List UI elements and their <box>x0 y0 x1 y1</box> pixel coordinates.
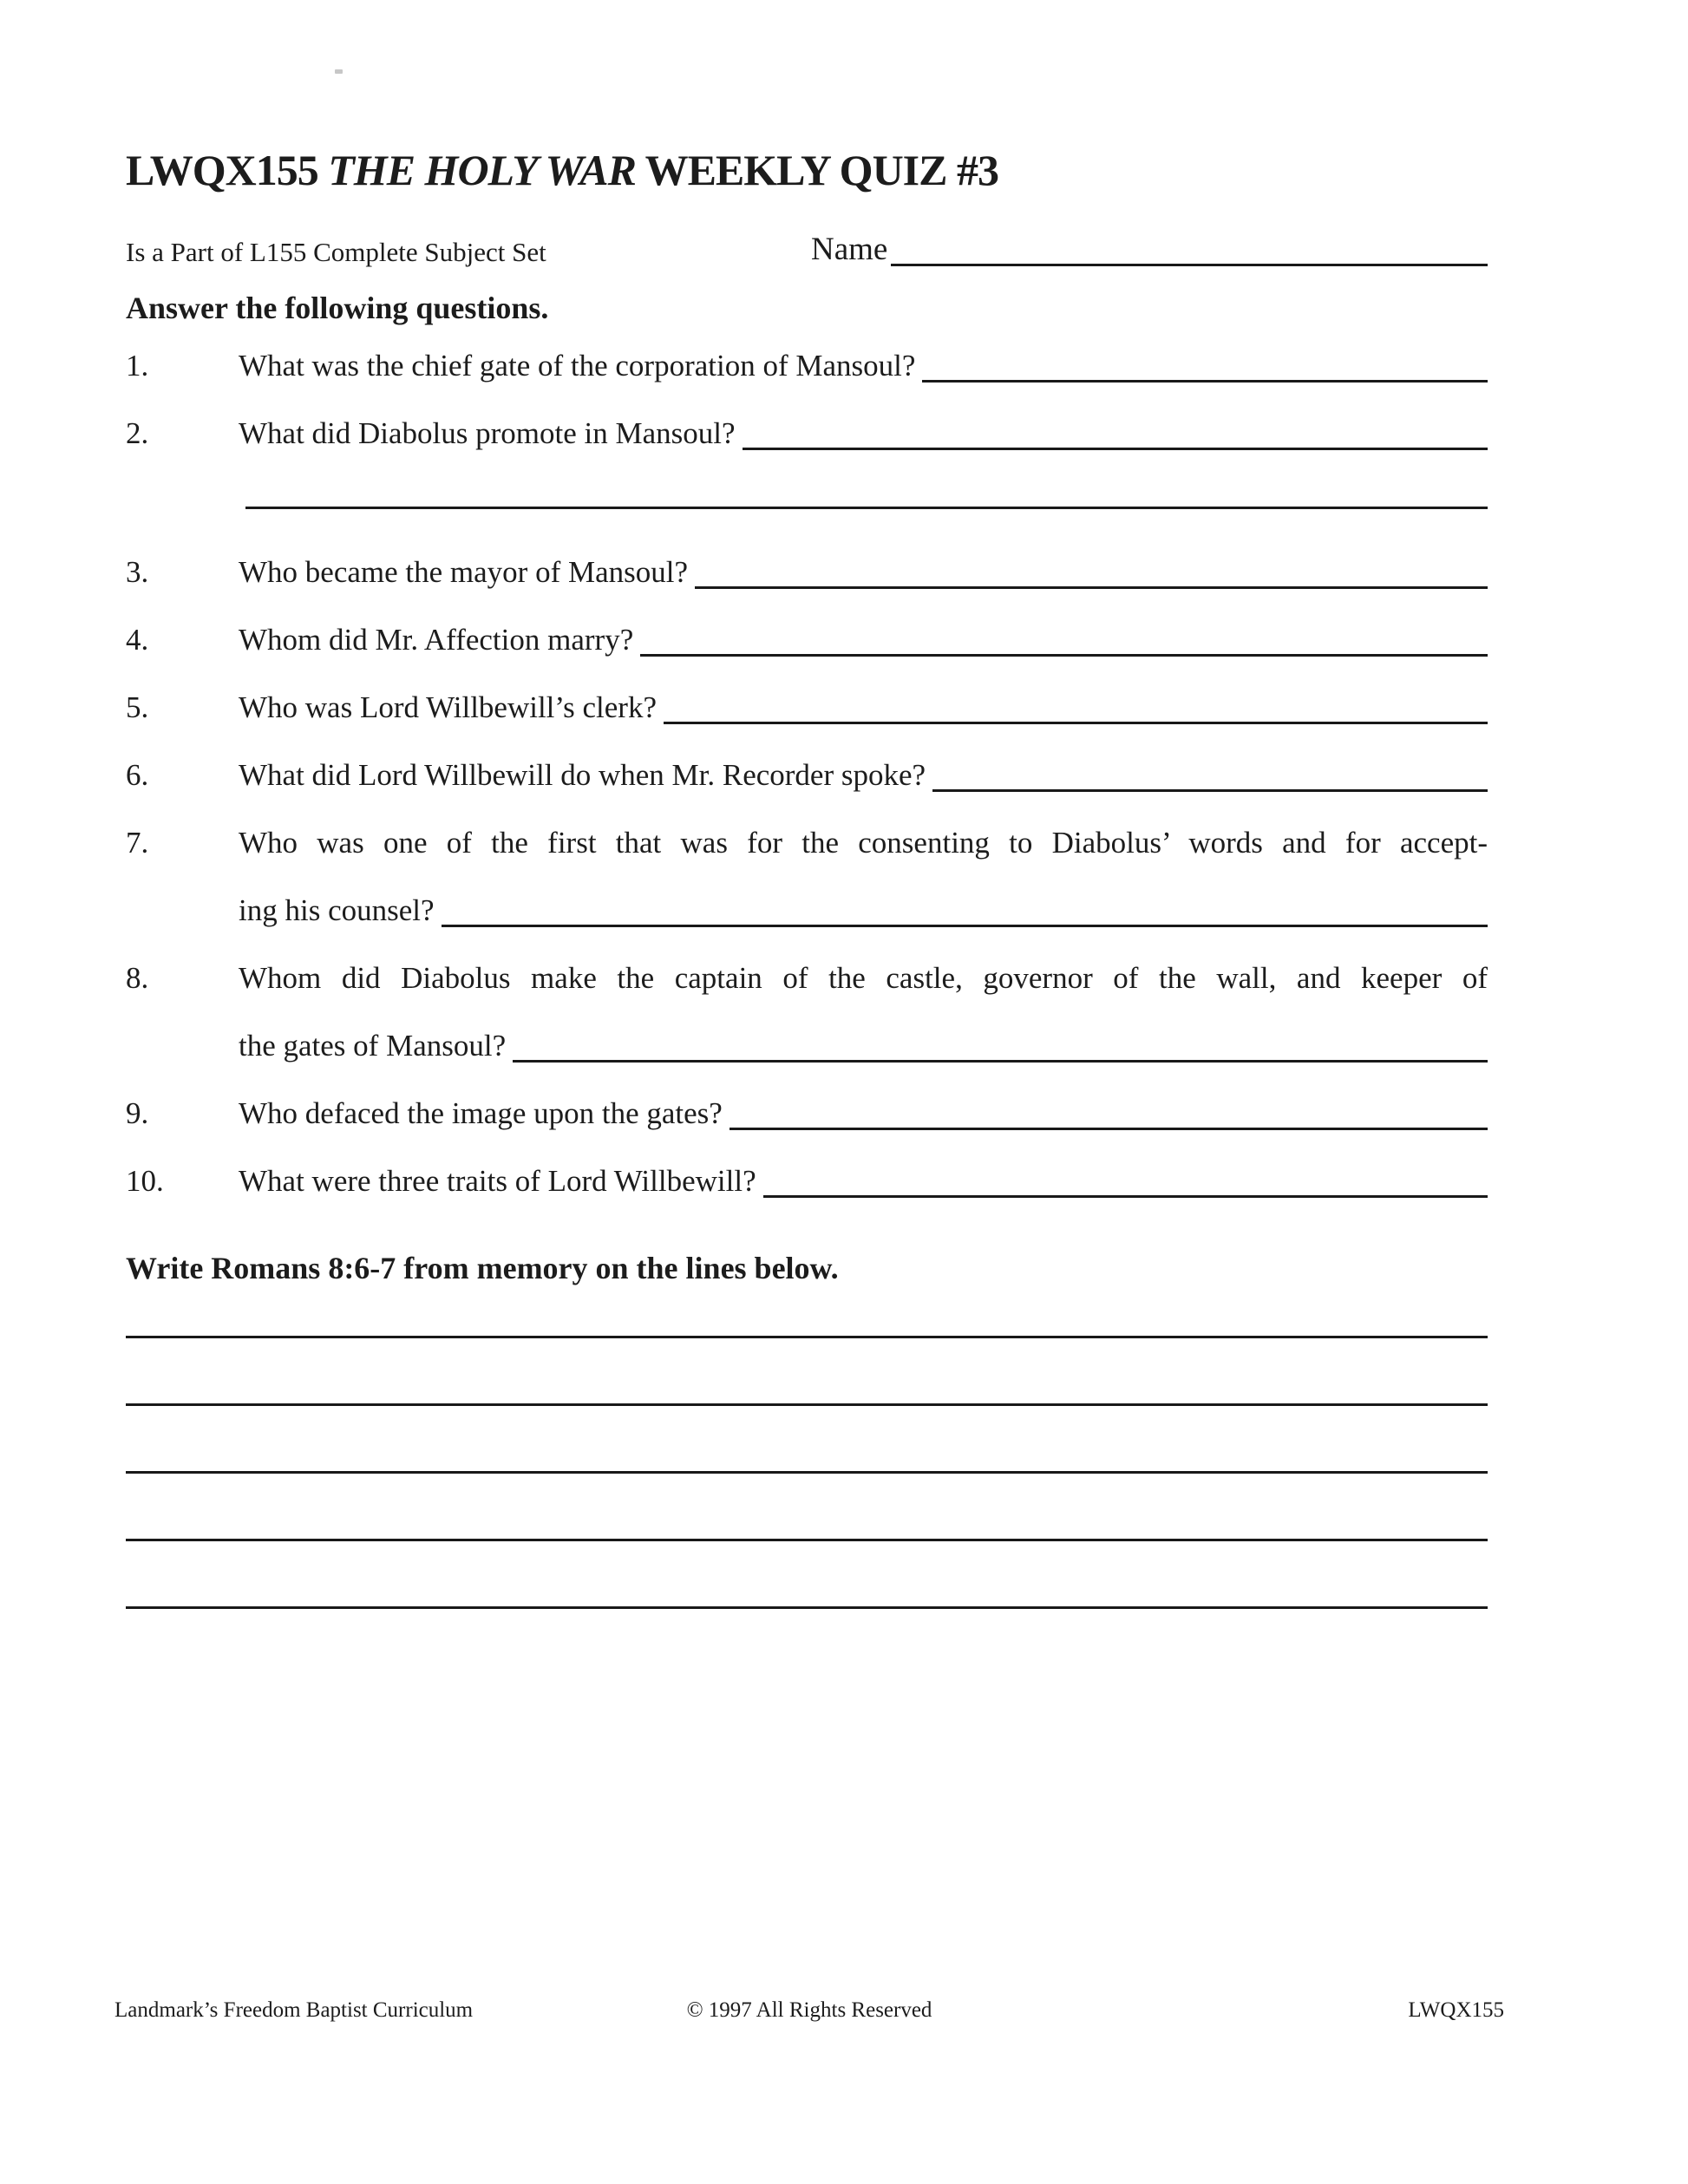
subtitle: Is a Part of L155 Complete Subject Set <box>126 237 546 267</box>
title-book-name: THE HOLY WAR <box>328 146 636 194</box>
answer-blank[interactable] <box>932 789 1488 792</box>
answer-blank[interactable] <box>763 1195 1488 1198</box>
instruction-heading: Answer the following questions. <box>126 291 549 325</box>
footer-copyright: © 1997 All Rights Reserved <box>686 1998 932 2022</box>
question-text: Who was one of the first that was for the consenting to Diabolus’ words and for accept- <box>239 826 1488 860</box>
memory-verse-line[interactable] <box>126 1606 1488 1609</box>
question-number: 10. <box>126 1164 164 1198</box>
name-row <box>811 231 1488 269</box>
question-row <box>126 553 1488 592</box>
answer-blank[interactable] <box>730 1128 1488 1130</box>
question-row <box>126 689 1488 727</box>
answer-blank[interactable] <box>245 507 1488 509</box>
question-number: 6. <box>126 758 149 792</box>
question-number: 9. <box>126 1096 149 1130</box>
question-row <box>126 756 1488 794</box>
question-row <box>126 474 1488 512</box>
question-text: What did Diabolus promote in Mansoul? <box>239 416 736 450</box>
question-number: 7. <box>126 826 149 860</box>
memory-verse-line[interactable] <box>126 1539 1488 1541</box>
question-text: Who was Lord Willbewill’s clerk? <box>239 690 657 724</box>
memory-verse-lines <box>126 1336 1488 1609</box>
memory-verse-heading: Write Romans 8:6-7 from memory on the lines below. <box>126 1251 839 1285</box>
question-number: 2. <box>126 416 149 450</box>
answer-blank[interactable] <box>922 380 1488 383</box>
memory-verse-line[interactable] <box>126 1471 1488 1474</box>
footer <box>0 1998 1688 2024</box>
question-number: 5. <box>126 690 149 724</box>
question-text: ing his counsel? <box>239 893 435 927</box>
subtitle-row <box>126 227 1488 269</box>
question-text: What was the chief gate of the corporation of Mansoul? <box>239 349 916 383</box>
question-row <box>126 415 1488 453</box>
memory-verse-line[interactable] <box>126 1403 1488 1406</box>
name-label: Name <box>811 232 888 267</box>
answer-blank[interactable] <box>640 654 1488 657</box>
scan-artifact-speck <box>335 69 343 74</box>
question-number: 3. <box>126 555 149 589</box>
answer-blank[interactable] <box>442 925 1488 927</box>
question-number: 4. <box>126 623 149 657</box>
question-row <box>126 892 1488 930</box>
memory-verse-line[interactable] <box>126 1336 1488 1338</box>
question-row <box>126 1027 1488 1065</box>
question-row <box>126 621 1488 659</box>
question-text: Who defaced the image upon the gates? <box>239 1096 723 1130</box>
footer-publisher: Landmark’s Freedom Baptist Curriculum <box>114 1998 474 2022</box>
answer-blank[interactable] <box>513 1060 1488 1063</box>
question-row <box>126 1162 1488 1200</box>
question-number: 1. <box>126 349 149 383</box>
title-course-code: LWQX155 <box>126 146 318 194</box>
questions-list <box>126 347 1488 1200</box>
answer-blank[interactable] <box>664 722 1488 724</box>
question-text: the gates of Mansoul? <box>239 1029 507 1063</box>
question-row <box>126 824 1488 862</box>
question-text: Whom did Diabolus make the captain of the castle, governor of the wall, and keeper of <box>239 961 1488 995</box>
question-text: What did Lord Willbewill do when Mr. Recorder spoke? <box>239 758 926 792</box>
question-text: Whom did Mr. Affection marry? <box>239 623 634 657</box>
title-quiz-label: WEEKLY QUIZ #3 <box>644 146 998 194</box>
page-title <box>126 146 1488 194</box>
question-row <box>126 959 1488 997</box>
question-text: What were three traits of Lord Willbewill? <box>239 1164 756 1198</box>
question-row <box>126 347 1488 385</box>
footer-course-code: LWQX155 <box>1408 1998 1504 2022</box>
question-row <box>126 1095 1488 1133</box>
answer-blank[interactable] <box>743 448 1488 450</box>
answer-blank[interactable] <box>695 586 1488 589</box>
question-text: Who became the mayor of Mansoul? <box>239 555 689 589</box>
question-number: 8. <box>126 961 149 995</box>
name-field[interactable] <box>891 264 1488 266</box>
